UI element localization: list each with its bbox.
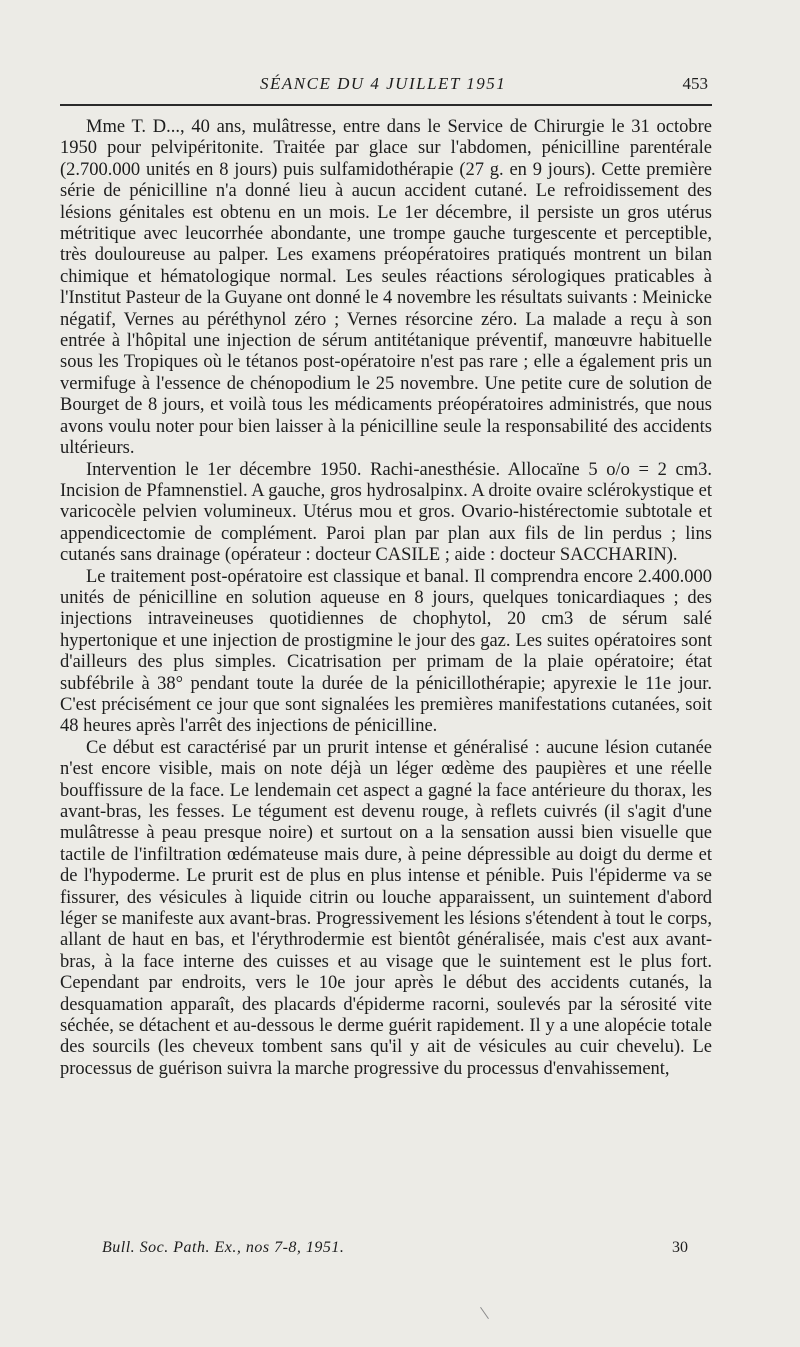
journal-citation: Bull. Soc. Path. Ex., nos 7-8, 1951.	[102, 1239, 345, 1256]
page-number: 453	[682, 74, 708, 93]
running-title: SÉANCE DU 4 JUILLET 1951	[260, 74, 507, 93]
header-rule	[60, 104, 712, 106]
paragraph-post-operative: Le traitement post-opératoire est classique et banal. Il comprendra encore 2.400.000 unités de pénicilline en solution aqueuse en 8 jours, quelques tonicardiaques ; des injections intraveineuses quotidiennes de chophytol, 20 cm3 de sérum salé hypertonique et une injection de prostigmine le jour des gaz. Les suites opératoires sont d'ailleurs des plus simples. Cicatrisation per primam de la plaie opératoire; état subfébrile à 38° pendant toute la durée de la pénicillothérapie; apyrexie le 11e jour. C'est précisément ce jour que sont signalées les premières manifestations cutanées, soit 48 heures après l'arrêt des injections de pénicilline.	[60, 566, 712, 737]
article-body	[60, 117, 712, 1080]
paragraph-case-history: Mme T. D..., 40 ans, mulâtresse, entre dans le Service de Chirurgie le 31 octobre 1950 pour pelvipéritonite. Traitée par glace sur l'abdomen, pénicilline parentérale (2.700.000 unités en 8 jours) puis sulfamidothérapie (27 g. en 9 jours). Cette première série de pénicilline n'a donné lieu à aucun accident cutané. Le refroidissement des lésions génitales est obtenu en un mois. Le 1er décembre, il persiste un gros utérus métritique avec leucorrhée abondante, une trompe gauche turgescente et perceptible, très douloureuse au palper. Les examens préopératoires pratiqués montrent un bilan chimique et hématologique normal. Les seules réactions sérologiques praticables à l'Institut Pasteur de la Guyane ont donné le 4 novembre les résultats suivants : Meinicke négatif, Vernes au péréthynol zéro ; Vernes résorcine zéro. La malade a reçu à son entrée à l'hôpital une injection de sérum antitétanique préventif, manœuvre habituelle sous les Tropiques où le tétanos post-opératoire n'est pas rare ; elle a également pris un vermifuge à l'essence de chénopodium le 25 novembre. Une petite cure de solution de Bourget de 8 jours, et voilà tous les médicaments préopératoires administrés, que nous avons voulu noter pour bien laisser à la pénicilline seule la responsabilité des accidents ultérieurs.	[60, 117, 712, 459]
paragraph-cutaneous-onset: Ce début est caractérisé par un prurit intense et généralisé : aucune lésion cutanée n'est encore visible, mais on note déjà un léger œdème des paupières et une réelle bouffissure de la face. Le lendemain cet aspect a gagné la face antérieure du thorax, les avant-bras, les fesses. Le tégument est devenu rouge, à reflets cuivrés (il s'agit d'une mulâtresse à peau presque noire) et surtout on a la sensation aussi bien visuelle que tactile de l'infiltration œdémateuse mais dure, à peine dépressible au doigt du derme et de l'hypoderme. Le prurit est de plus en plus intense et pénible. Puis l'épiderme va se fissurer, des vésicules à liquide citrin ou louche apparaissent, un suintement d'abord léger se manifeste aux avant-bras. Progressivement les lésions s'étendent à tout le corps, allant de haut en bas, et l'érythrodermie est bientôt généralisée, mais c'est aux avant-bras, à la face interne des cuisses et au visage que le suintement est le plus fort. Cependant par endroits, vers le 10e jour après le début des accidents cutanés, la desquamation apparaît, des placards d'épiderme racorni, soulevés par la sérosité vite séchée, se détachent et au-dessous le derme guérit rapidement. Il y a une alopécie totale des sourcils (les cheveux tombent sans qu'il y ait de vésicules au cuir chevelu). Le processus de guérison suivra la marche progressive du processus d'envahissement,	[60, 737, 712, 1079]
paragraph-intervention: Intervention le 1er décembre 1950. Rachi-anesthésie. Allocaïne 5 o/o = 2 cm3. Incision de Pfamnenstiel. A gauche, gros hydrosalpinx. A droite ovaire sclérokystique et varicocèle pelvien volumineux. Utérus mou et gros. Ovario-histérectomie subtotale et appendicectomie de complément. Paroi plan par plan aux fils de lin perdus ; lins cutanés sans drainage (opérateur : docteur CASILE ; aide : docteur SACCHARIN).	[60, 459, 712, 566]
page-header	[60, 74, 712, 100]
stray-mark	[480, 1307, 489, 1319]
sheet-number: 30	[672, 1239, 688, 1256]
page-footer	[60, 1239, 712, 1263]
